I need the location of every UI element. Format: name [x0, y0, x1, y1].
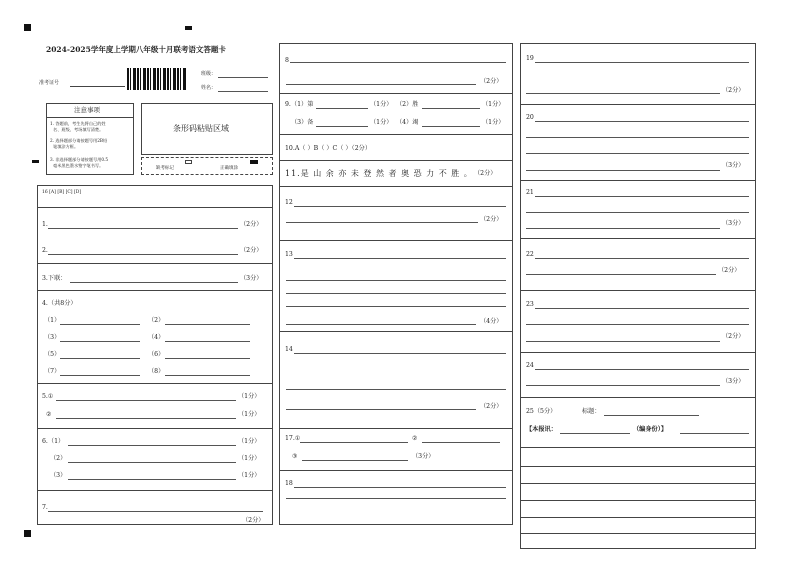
- q18-answer[interactable]: [286, 498, 506, 499]
- q13-answer[interactable]: [294, 258, 506, 259]
- q12-score: （2分）: [480, 216, 503, 223]
- q9-2-label: （2）胜: [396, 101, 419, 108]
- q4-answer[interactable]: [165, 375, 250, 376]
- q25-writing-line[interactable]: [520, 466, 756, 467]
- position-mark: [32, 160, 39, 163]
- q21-answer[interactable]: [535, 196, 749, 197]
- notice-item: 3. 非选择题部分请按题号用0.5: [50, 157, 109, 162]
- q9-4-answer[interactable]: [422, 126, 480, 127]
- q24-answer[interactable]: [535, 369, 749, 370]
- q9-1-score: （1分）: [370, 101, 393, 108]
- exam-no-label: 准考证号: [39, 80, 60, 86]
- q13-answer[interactable]: [286, 324, 476, 325]
- q1-score: （2分）: [240, 221, 263, 228]
- q19-label: 19: [526, 55, 534, 62]
- q25-writing-line[interactable]: [520, 483, 756, 484]
- q4-label: 4.（共8分）: [42, 300, 77, 307]
- q9-3-label: （3）备: [291, 119, 314, 126]
- q4-item: （7）: [44, 368, 61, 375]
- q20-score: （3分）: [722, 162, 745, 169]
- q22-answer[interactable]: [535, 258, 749, 259]
- q17a-answer[interactable]: [300, 442, 408, 443]
- q4-item: （4）: [148, 334, 165, 341]
- q6c-answer[interactable]: [68, 479, 236, 480]
- q4-item: （8）: [148, 368, 165, 375]
- q8-score: （2分）: [480, 78, 503, 85]
- q4-item: （3）: [44, 334, 61, 341]
- barcode: [127, 68, 187, 90]
- q7-answer[interactable]: [48, 511, 263, 512]
- q4-answer[interactable]: [165, 324, 250, 325]
- q8-label: 8: [285, 57, 289, 64]
- class-field[interactable]: [218, 77, 268, 78]
- q20-answer[interactable]: [535, 121, 749, 122]
- q25-writing-line[interactable]: [520, 533, 756, 534]
- q11-score: （2分）: [474, 170, 497, 177]
- absent-checkbox[interactable]: [185, 160, 192, 164]
- q17b-answer[interactable]: [422, 442, 500, 443]
- q22-answer[interactable]: [526, 274, 716, 275]
- q19-score: （2分）: [722, 87, 745, 94]
- q9-3-answer[interactable]: [316, 126, 368, 127]
- q4-answer[interactable]: [165, 341, 250, 342]
- q5a-label: 5.①: [42, 393, 54, 400]
- q14-answer[interactable]: [286, 389, 506, 390]
- q20-answer[interactable]: [526, 153, 749, 154]
- q9-2-score: （1分）: [482, 101, 505, 108]
- correct-fill-label: 正确填涂: [220, 166, 238, 171]
- q9-1-answer[interactable]: [316, 108, 368, 109]
- q2-score: （2分）: [240, 247, 263, 254]
- barcode-area-label: 条形码粘贴区域: [173, 124, 229, 133]
- q21-answer[interactable]: [526, 228, 720, 229]
- q21-score: （3分）: [722, 220, 745, 227]
- notice-item: 2. 选择题部分请按题号用2B铅: [50, 138, 108, 143]
- q13-answer[interactable]: [286, 306, 506, 307]
- q7-score: （2分）: [242, 517, 265, 524]
- q5a-score: （1分）: [238, 393, 261, 400]
- q24-score: （3分）: [722, 378, 745, 385]
- q25-writing-line[interactable]: [520, 500, 756, 501]
- q6b-answer[interactable]: [68, 462, 236, 463]
- q19-answer[interactable]: [526, 93, 720, 94]
- q4-item: （1）: [44, 317, 61, 324]
- q12-label: 12: [285, 199, 293, 206]
- q25-bracket-open: 【本报讯：: [526, 426, 557, 433]
- q25-title-label: 标题：: [582, 408, 601, 415]
- q6c-score: （1分）: [238, 472, 261, 479]
- q21-answer[interactable]: [526, 212, 749, 213]
- q1-label: 1.: [42, 221, 48, 228]
- q17b-label: ②: [412, 435, 418, 442]
- absent-mark-label: 缺考标记: [156, 166, 174, 171]
- q11-sentence[interactable]: 11.是 山 余 亦 未 登 然 者 奥 恐 力 不 胜 。: [285, 169, 473, 178]
- q25-label: 25（5分）: [526, 408, 557, 415]
- corner-mark: [24, 530, 31, 537]
- q6a-answer[interactable]: [68, 445, 236, 446]
- q17-score: （3分）: [412, 453, 435, 460]
- col3-answer-box: [520, 43, 756, 549]
- q24-label: 24: [526, 362, 534, 369]
- q7-label: 7.: [42, 504, 48, 511]
- q9-2-answer[interactable]: [422, 108, 480, 109]
- notice-item: 名、班级、考场填写清楚。: [53, 127, 104, 132]
- q3-label: 3.下联：: [42, 275, 67, 282]
- q13-label: 13: [285, 251, 293, 258]
- q23-answer[interactable]: [526, 341, 720, 342]
- q20-answer[interactable]: [526, 137, 749, 138]
- notice-item: 笔填涂方框。: [53, 144, 79, 149]
- q16-choices[interactable]: 16 [A] [B] [C] [D]: [42, 190, 82, 195]
- q17c-answer[interactable]: [302, 460, 408, 461]
- class-label: 班级：: [201, 71, 217, 77]
- q3-score: （3分）: [240, 275, 263, 282]
- name-label: 姓名：: [201, 85, 217, 91]
- q8-answer[interactable]: [286, 84, 476, 85]
- q4-answer[interactable]: [60, 341, 140, 342]
- q4-item: （6）: [148, 351, 165, 358]
- q4-item: （2）: [148, 317, 165, 324]
- q6a-score: （1分）: [238, 438, 261, 445]
- q25-source-field[interactable]: [560, 433, 630, 434]
- name-field[interactable]: [218, 91, 268, 92]
- q18-answer[interactable]: [294, 487, 506, 488]
- q23-answer[interactable]: [526, 324, 749, 325]
- q5a-answer[interactable]: [56, 400, 236, 401]
- q4-answer[interactable]: [165, 358, 250, 359]
- q4-item: （5）: [44, 351, 61, 358]
- q21-label: 21: [526, 189, 534, 196]
- q22-label: 22: [526, 251, 534, 258]
- q23-label: 23: [526, 301, 534, 308]
- q4-answer[interactable]: [60, 358, 140, 359]
- q4-answer[interactable]: [60, 324, 140, 325]
- q5b-answer[interactable]: [56, 418, 236, 419]
- q17c-label: ③: [292, 453, 298, 460]
- exam-no-line: [70, 86, 125, 87]
- q23-answer[interactable]: [535, 308, 749, 309]
- q5b-label: ②: [46, 411, 52, 418]
- corner-mark: [24, 24, 31, 31]
- page-title: 2024-2025学年度上学期八年级十月联考语文答题卡: [46, 45, 226, 54]
- q12-answer[interactable]: [286, 222, 478, 223]
- q6b-label: （2）: [50, 455, 67, 462]
- q13-answer[interactable]: [286, 280, 506, 281]
- q12-answer[interactable]: [294, 206, 506, 207]
- col2-answer-box: [279, 43, 513, 525]
- q10-choices[interactable]: 10.A（ ）B（ ）C（ ）（2分）: [285, 145, 372, 152]
- q9-4-score: （1分）: [482, 119, 505, 126]
- q25-writing-line[interactable]: [520, 517, 756, 518]
- q8-answer[interactable]: [290, 62, 506, 63]
- notice-item: 1. 答题前，考生先将自己的姓: [50, 121, 106, 126]
- q9-1-label: 9.（1）第: [285, 101, 314, 108]
- q19-answer[interactable]: [535, 62, 749, 63]
- notice-item: 毫米黑色墨水签字笔书写。: [53, 163, 104, 168]
- q14-answer[interactable]: [286, 409, 476, 410]
- q9-4-label: （4）竭: [396, 119, 419, 126]
- q25-answer[interactable]: [680, 433, 749, 434]
- q23-score: （2分）: [722, 333, 745, 340]
- q14-answer[interactable]: [294, 353, 506, 354]
- q6c-label: （3）: [50, 472, 67, 479]
- q5b-score: （1分）: [238, 411, 261, 418]
- q20-answer[interactable]: [526, 170, 720, 171]
- q1-answer[interactable]: [48, 228, 238, 229]
- q14-label: 14: [285, 346, 293, 353]
- q9-3-score: （1分）: [370, 119, 393, 126]
- q17a-label: 17.①: [285, 435, 301, 442]
- filled-example: [250, 160, 258, 164]
- q4-answer[interactable]: [60, 375, 140, 376]
- q18-label: 18: [285, 480, 293, 487]
- q20-label: 20: [526, 114, 534, 121]
- q3-answer[interactable]: [70, 282, 238, 283]
- notice-title: 注意事项: [74, 106, 100, 114]
- q13-answer[interactable]: [286, 293, 506, 294]
- q2-answer[interactable]: [48, 254, 238, 255]
- q25-title-field[interactable]: [604, 415, 699, 416]
- q2-label: 2.: [42, 247, 48, 254]
- q13-score: （4分）: [480, 318, 503, 325]
- q25-bracket-close: （编身份）】: [633, 426, 668, 433]
- q6b-score: （1分）: [238, 455, 261, 462]
- q22-score: （2分）: [718, 267, 741, 274]
- q6a-label: 6.（1）: [42, 438, 65, 445]
- position-mark: [185, 26, 192, 30]
- q24-answer[interactable]: [526, 385, 720, 386]
- q14-score: （2分）: [480, 403, 503, 410]
